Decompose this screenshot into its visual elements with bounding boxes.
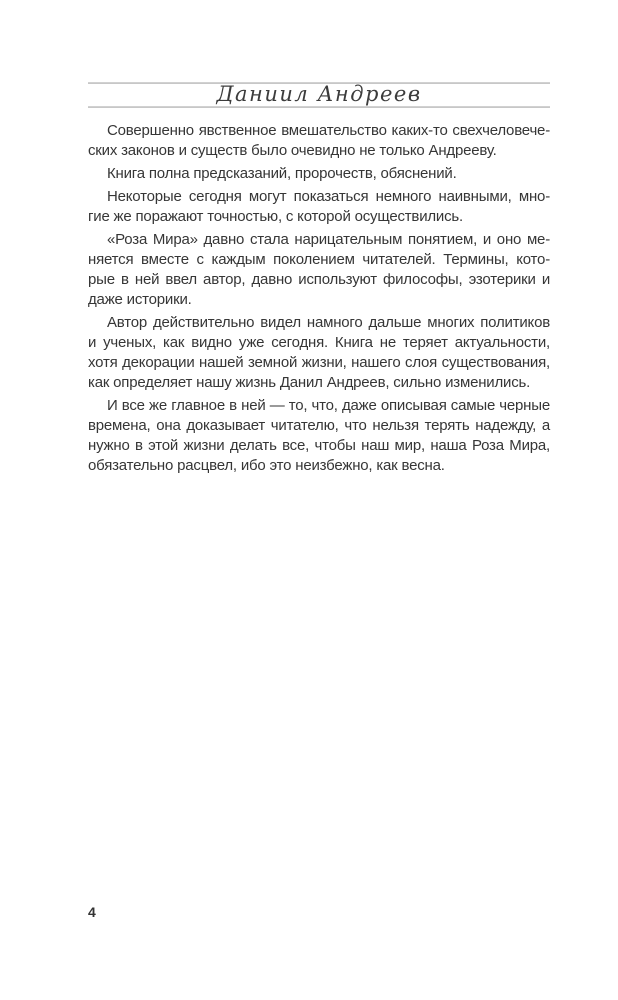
text-line: и ученых, как видно уже сегодня. Книга не теряет актуальности, [88, 334, 550, 351]
text-line: даже историки. [88, 291, 192, 308]
text-line: обязательно расцвел, ибо это неизбежно, как весна. [88, 457, 445, 474]
paragraph [88, 187, 550, 227]
text-line: Автор действительно видел намного дальше многих политиков [107, 314, 550, 331]
body-text [88, 121, 550, 479]
paragraph [88, 121, 550, 161]
paragraph [88, 164, 550, 184]
header-rule-bottom [88, 106, 550, 108]
author-name: Даниил Андреев [216, 82, 422, 106]
text-line: няется вместе с каждым поколением читателей. Термины, кото- [88, 251, 550, 268]
text-line: Книга полна предсказаний, пророчеств, обяснений. [107, 165, 457, 182]
text-line: как определяет нашу жизнь Данил Андреев, сильно изменились. [88, 374, 531, 391]
text-line: ских законов и существ было очевидно не только Андрееву. [88, 142, 497, 159]
text-line: времена, она доказывает читателю, что нельзя терять надежду, а [88, 417, 550, 434]
text-line: И все же главное в ней — то, что, даже описывая самые черные [107, 397, 550, 414]
paragraph [88, 396, 550, 476]
paragraph [88, 230, 550, 310]
text-line: Совершенно явственное вмешательство каких-то свехчеловече- [107, 122, 550, 139]
text-line: гие же поражают точностью, с которой осуществились. [88, 208, 463, 225]
text-line: хотя декорации нашей земной жизни, нашего слоя существования, [88, 354, 550, 371]
text-line: «Роза Мира» давно стала нарицательным понятием, и оно ме- [107, 231, 550, 248]
text-line: Некоторые сегодня могут показаться немного наивными, мно- [107, 188, 550, 205]
text-line: рые в ней ввел автор, давно используют философы, эзотерики и [88, 271, 550, 288]
page-number: 4 [88, 904, 96, 920]
text-line: нужно в этой жизни делать все, чтобы наш мир, наша Роза Мира, [88, 437, 550, 454]
paragraph [88, 313, 550, 393]
running-head [88, 82, 550, 108]
